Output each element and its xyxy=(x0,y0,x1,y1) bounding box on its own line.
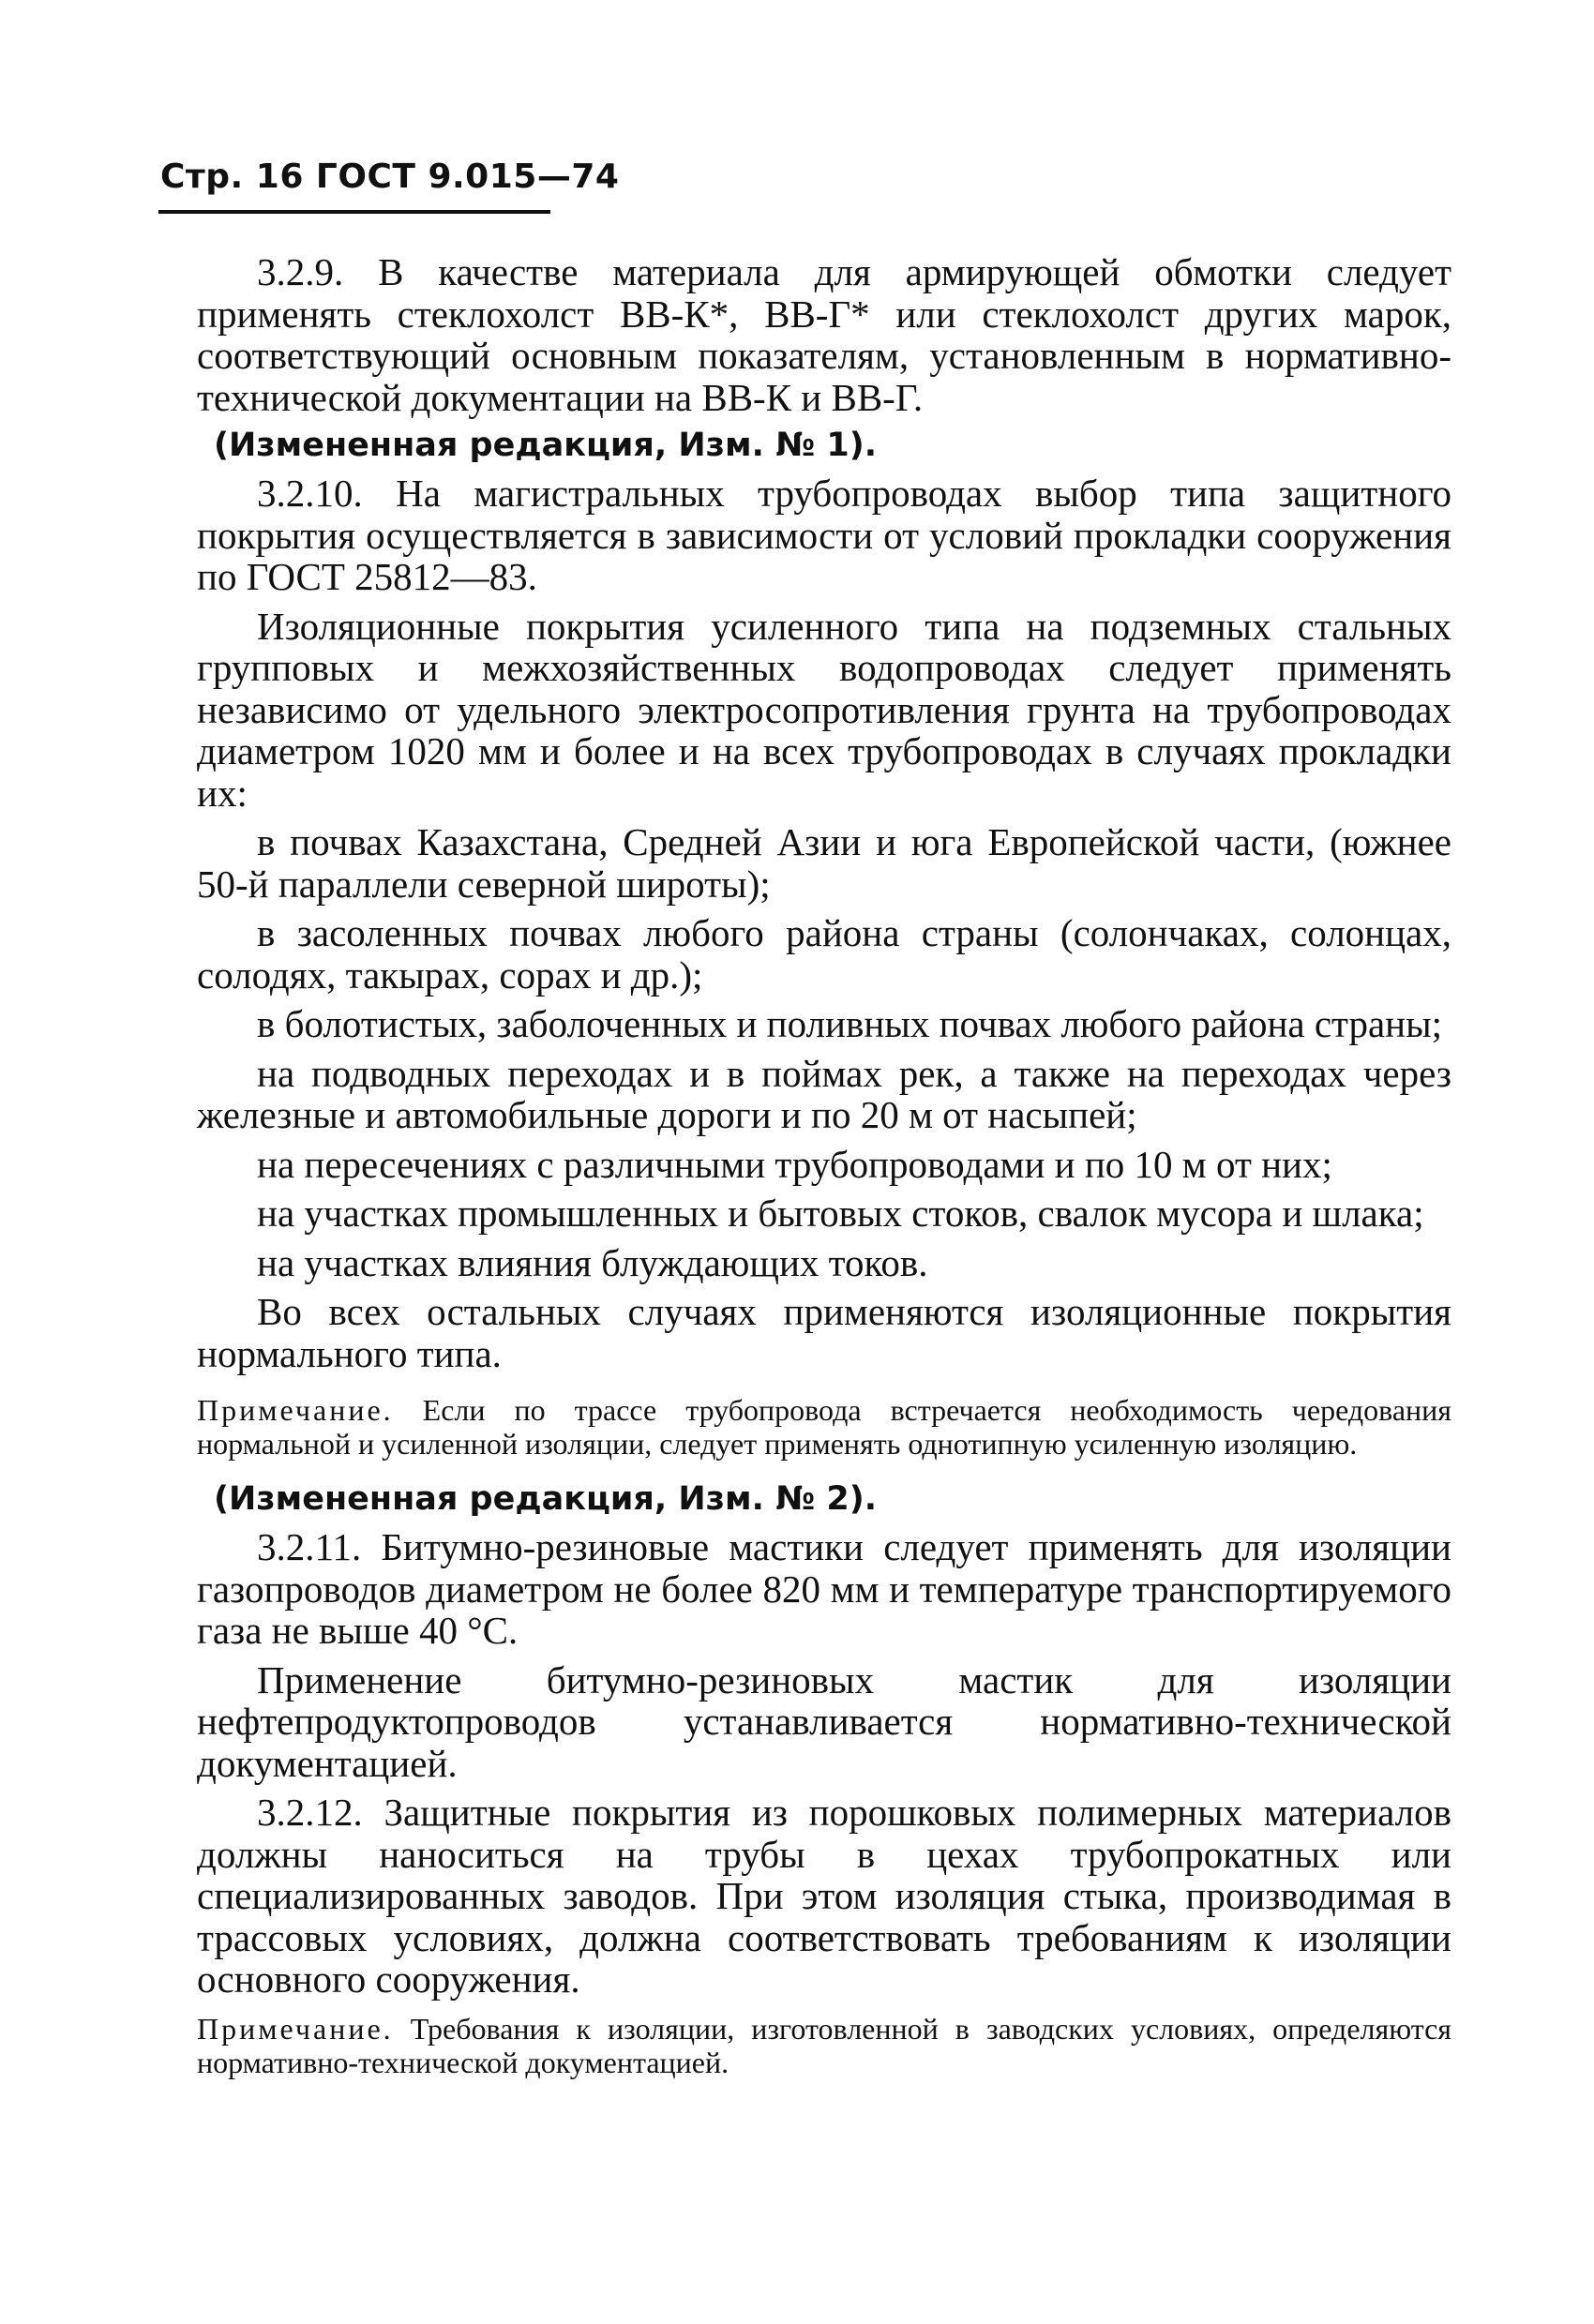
clause-3-2-10: 3.2.10. На магистральных трубопроводах выбор типа защитного покрытия осуществляется в зависимости от условий прокладки сооружения по ГОСТ 25812—83. xyxy=(197,472,1451,598)
note-2-label: Примечание. xyxy=(197,2011,394,2046)
spacer xyxy=(197,2001,1451,2008)
case-item-3: в болотистых, заболоченных и поливных почвах любого района страны; xyxy=(257,1002,1443,1045)
note-1 xyxy=(197,1393,1451,1461)
change-note-2: (Измененная редакция, Изм. № 2). xyxy=(214,1480,878,1518)
case-item-5: на пересечениях с различными трубопроводами и по 10 м от них; xyxy=(257,1142,1332,1186)
page-header: Стр. 16 ГОСТ 9.015—74 xyxy=(160,157,620,196)
note-1-label: Примечание. xyxy=(197,1393,394,1427)
spacer xyxy=(197,1464,1451,1472)
insulation-paragraph: Изоляционные покрытия усиленного типа на подземных стальных групповых и межхозяйственных водопроводах следует применять независимо от удельного электросопротивления грунта на трубопроводах диаметром 1020 мм и более и на всех трубопроводах в случаях прокладки их: xyxy=(197,604,1451,815)
note-2 xyxy=(197,2012,1451,2079)
change-note-1: (Измененная редакция, Изм. № 1). xyxy=(214,427,878,464)
case-item-7: на участках влияния блуждающих токов. xyxy=(257,1240,928,1284)
header-rule xyxy=(158,210,550,214)
clause-3-2-9: 3.2.9. В качестве материала для армирующей обмотки следует применять стеклохолст ВВ-К*, ВВ-Г* или стеклохолст других марок, соответствующий основным показателям, установленным в нормативно-технической документации на ВВ-К и ВВ-Г. xyxy=(197,250,1451,419)
note-2-text: Требования к изоляции, изготовленной в заводских условиях, определяются нормативно-технической документацией. xyxy=(197,2011,1451,2079)
other-cases-paragraph: Во всех остальных случаях применяются изоляционные покрытия нормального типа. xyxy=(197,1290,1451,1375)
spacer xyxy=(197,1374,1451,1389)
case-item-1: в почвах Казахстана, Средней Азии и юга Европейской части, (южнее 50-й параллели северной широты); xyxy=(197,820,1451,906)
bitumen-paragraph: Применение битумно-резиновых мастик для изоляции нефтепродуктопроводов устанавливается нормативно-технической документацией. xyxy=(197,1657,1451,1785)
clause-3-2-12: 3.2.12. Защитные покрытия из порошковых полимерных материалов должны наноситься на трубы в цехах трубопрокатных или специализированных заводов. При этом изоляция стыка, производимая в трассовых условиях, должна соответствовать требованиям к изоляции основного сооружения. xyxy=(197,1791,1451,2001)
note-1-text: Если по трассе трубопровода встречается необходимость чередования нормальной и усиленной изоляции, следует применять однотипную усиленную изоляцию. xyxy=(197,1393,1451,1461)
document-body xyxy=(197,251,1451,2083)
clause-3-2-11: 3.2.11. Битумно-резиновые мастики следует применять для изоляции газопроводов диаметром не более 820 мм и температуре транспортируемого газа не выше 40 °С. xyxy=(197,1525,1451,1652)
case-item-4: на подводных переходах и в поймах рек, а также на переходах через железные и автомобильные дороги и по 20 м от насыпей; xyxy=(197,1051,1451,1136)
case-item-6: на участках промышленных и бытовых стоков, свалок мусора и шлака; xyxy=(257,1192,1424,1235)
case-item-2: в засоленных почвах любого района страны (солончаках, солонцах, солодях, такырах, сорах и др.); xyxy=(197,911,1451,997)
